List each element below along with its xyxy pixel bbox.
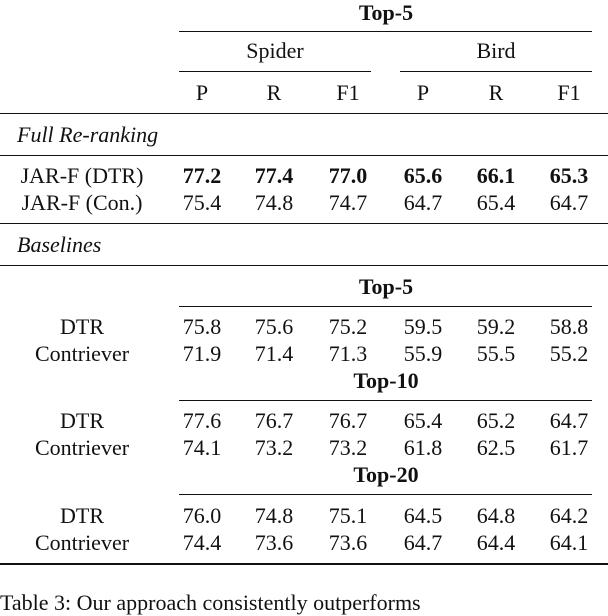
rule-group-top20: [179, 494, 592, 495]
rule-group-top5: [179, 306, 592, 307]
cell-value: 76.7: [254, 408, 294, 433]
cell-value: 71.4: [254, 341, 294, 366]
metric-r-bird: R: [488, 80, 504, 105]
cell-value: 77.2: [182, 163, 222, 188]
cell-value: 75.6: [254, 314, 294, 339]
cell-value: 59.2: [476, 314, 516, 339]
cell-value: 65.4: [403, 408, 443, 433]
table-caption: Table 3: Our approach consistently outperforms: [0, 590, 421, 615]
cell-value: 66.1: [476, 163, 516, 188]
cell-value: 76.0: [182, 503, 222, 528]
rule-header-bottom: [0, 113, 608, 114]
metric-f1-bird: F1: [557, 80, 581, 105]
cell-value: 77.6: [182, 408, 222, 433]
row-label: JAR-F (Con.): [21, 190, 143, 215]
rule-baselines-top: [0, 265, 608, 266]
cell-value: 64.7: [549, 190, 589, 215]
rule-bird-span: [400, 71, 592, 72]
rule-group-top10: [179, 400, 592, 401]
rule-spider-span: [179, 71, 371, 72]
cell-value: 75.2: [328, 314, 368, 339]
cell-value: 77.0: [328, 163, 368, 188]
cell-value: 64.5: [403, 503, 443, 528]
cell-value: 73.6: [328, 530, 368, 555]
dataset-spider-header: Spider: [246, 38, 304, 63]
cell-value: 61.7: [549, 435, 589, 460]
cell-value: 74.8: [254, 190, 294, 215]
row-label: Contriever: [34, 341, 130, 366]
cell-value: 58.8: [549, 314, 589, 339]
row-label: Contriever: [34, 435, 130, 460]
metric-f1-spider: F1: [336, 80, 360, 105]
cell-value: 55.2: [549, 341, 589, 366]
cell-value: 75.1: [328, 503, 368, 528]
section-full-reranking: Full Re-ranking: [17, 122, 159, 147]
group-title-top5: Top-5: [358, 274, 414, 299]
cell-value: 71.3: [328, 341, 368, 366]
cell-value: 77.4: [254, 163, 294, 188]
cell-value: 64.2: [549, 503, 589, 528]
metric-p-spider: P: [195, 80, 209, 105]
cell-value: 74.8: [254, 503, 294, 528]
cell-value: 73.2: [328, 435, 368, 460]
rule-full-top: [0, 155, 608, 156]
cell-value: 64.7: [403, 530, 443, 555]
cell-value: 64.7: [549, 408, 589, 433]
cell-value: 55.5: [476, 341, 516, 366]
cell-value: 75.8: [182, 314, 222, 339]
row-label: DTR: [60, 314, 104, 339]
cell-value: 64.7: [403, 190, 443, 215]
cell-value: 73.6: [254, 530, 294, 555]
cell-value: 76.7: [328, 408, 368, 433]
cell-value: 71.9: [182, 341, 222, 366]
cell-value: 74.7: [328, 190, 368, 215]
cell-value: 73.2: [254, 435, 294, 460]
row-label: JAR-F (DTR): [20, 163, 144, 188]
row-label: Contriever: [34, 530, 130, 555]
rule-full-bottom: [0, 223, 608, 224]
top5-header: Top-5: [358, 0, 414, 25]
cell-value: 65.3: [549, 163, 589, 188]
cell-value: 75.4: [182, 190, 222, 215]
rule-top5-span: [179, 31, 592, 32]
metric-r-spider: R: [266, 80, 282, 105]
cell-value: 74.4: [182, 530, 222, 555]
cell-value: 64.4: [476, 530, 516, 555]
rule-table-bottom: [0, 563, 608, 565]
group-title-top20: Top-20: [353, 462, 419, 487]
cell-value: 65.6: [403, 163, 443, 188]
cell-value: 55.9: [403, 341, 443, 366]
group-title-top10: Top-10: [353, 368, 419, 393]
row-label: DTR: [60, 503, 104, 528]
section-baselines: Baselines: [17, 232, 102, 257]
cell-value: 74.1: [182, 435, 222, 460]
cell-value: 65.4: [476, 190, 516, 215]
cell-value: 61.8: [403, 435, 443, 460]
cell-value: 62.5: [476, 435, 516, 460]
cell-value: 65.2: [476, 408, 516, 433]
cell-value: 64.8: [476, 503, 516, 528]
row-label: DTR: [60, 408, 104, 433]
cell-value: 64.1: [549, 530, 589, 555]
cell-value: 59.5: [403, 314, 443, 339]
dataset-bird-header: Bird: [476, 38, 516, 63]
metric-p-bird: P: [416, 80, 430, 105]
